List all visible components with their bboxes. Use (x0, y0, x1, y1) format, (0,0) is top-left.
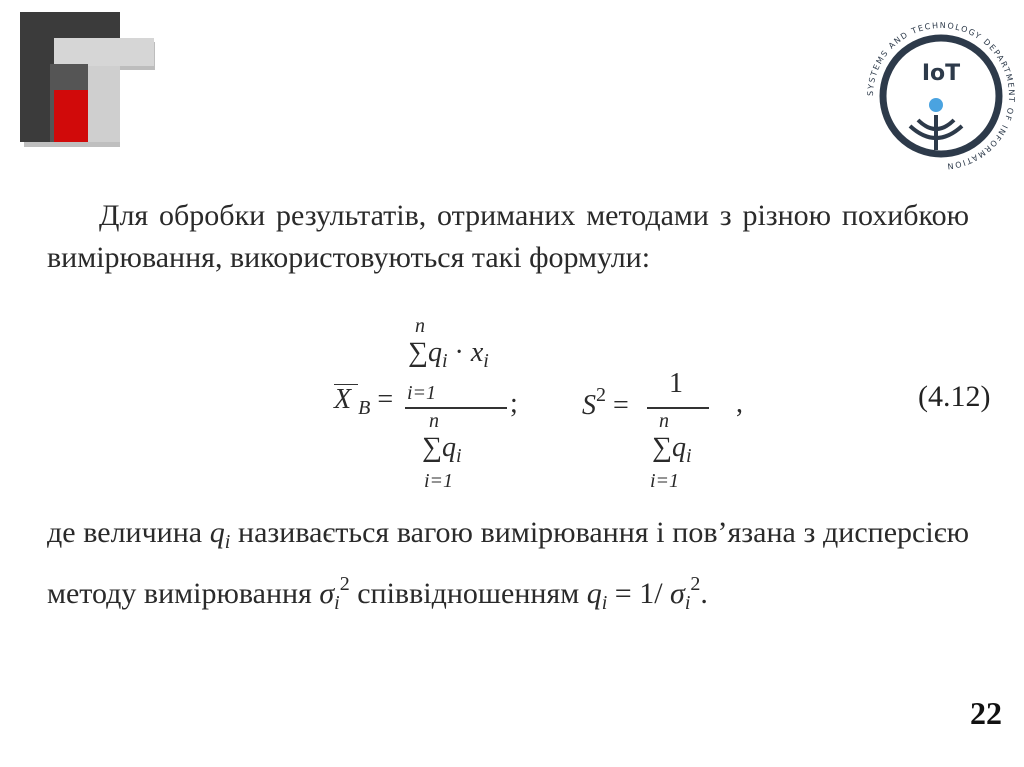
svg-text:SYSTEMS AND TECHNOLOGY DEPARTM (866, 21, 1016, 171)
sum-lower-limit: i=1 (424, 470, 454, 492)
numerator-1: $\sum q_i \cdot x_i$ (408, 337, 489, 372)
formula-separator: ; (510, 388, 518, 419)
page-number: 22 (970, 695, 1002, 731)
intro-paragraph: Для обробки результатів, отриманих методами з різною похибкою вимірювання, використовуються такі формули: (47, 199, 969, 274)
sum-upper-limit: n (415, 315, 425, 337)
iot-department-logo (858, 10, 1024, 182)
logo-ring-text: SYSTEMS AND TECHNOLOGY DEPARTMENT OF INFORMATION (865, 20, 1017, 171)
formula-comma: , (736, 388, 743, 419)
formula-lhs-s: $S^2$ = (582, 384, 629, 421)
fraction-bar-1 (405, 407, 507, 409)
sum-lower-limit: i=1 (650, 470, 680, 492)
fraction-bar-2 (647, 407, 709, 409)
denominator-1: $\sum q_i$ (422, 432, 462, 467)
sum-lower-limit: i=1 (407, 382, 437, 404)
sum-upper-limit: n (429, 410, 439, 432)
faculty-logo (20, 12, 155, 147)
denominator-2: $\sum q_i$ (652, 432, 692, 467)
equation-number: (4.12) (918, 380, 991, 413)
logo-iot-text: IoT (921, 61, 961, 86)
sum-upper-limit: n (659, 410, 669, 432)
explanation-paragraph: де величина $q_i$ називається вагою вимірювання і пов’язана з дисперсією методу вимірювання $\sigma_i^2$ співвідношенням $q_i = 1/$ $\sigma_i^2$. (47, 516, 969, 614)
formula-lhs-x: X $_B$ = (334, 384, 394, 419)
numerator-2: 1 (669, 368, 683, 399)
